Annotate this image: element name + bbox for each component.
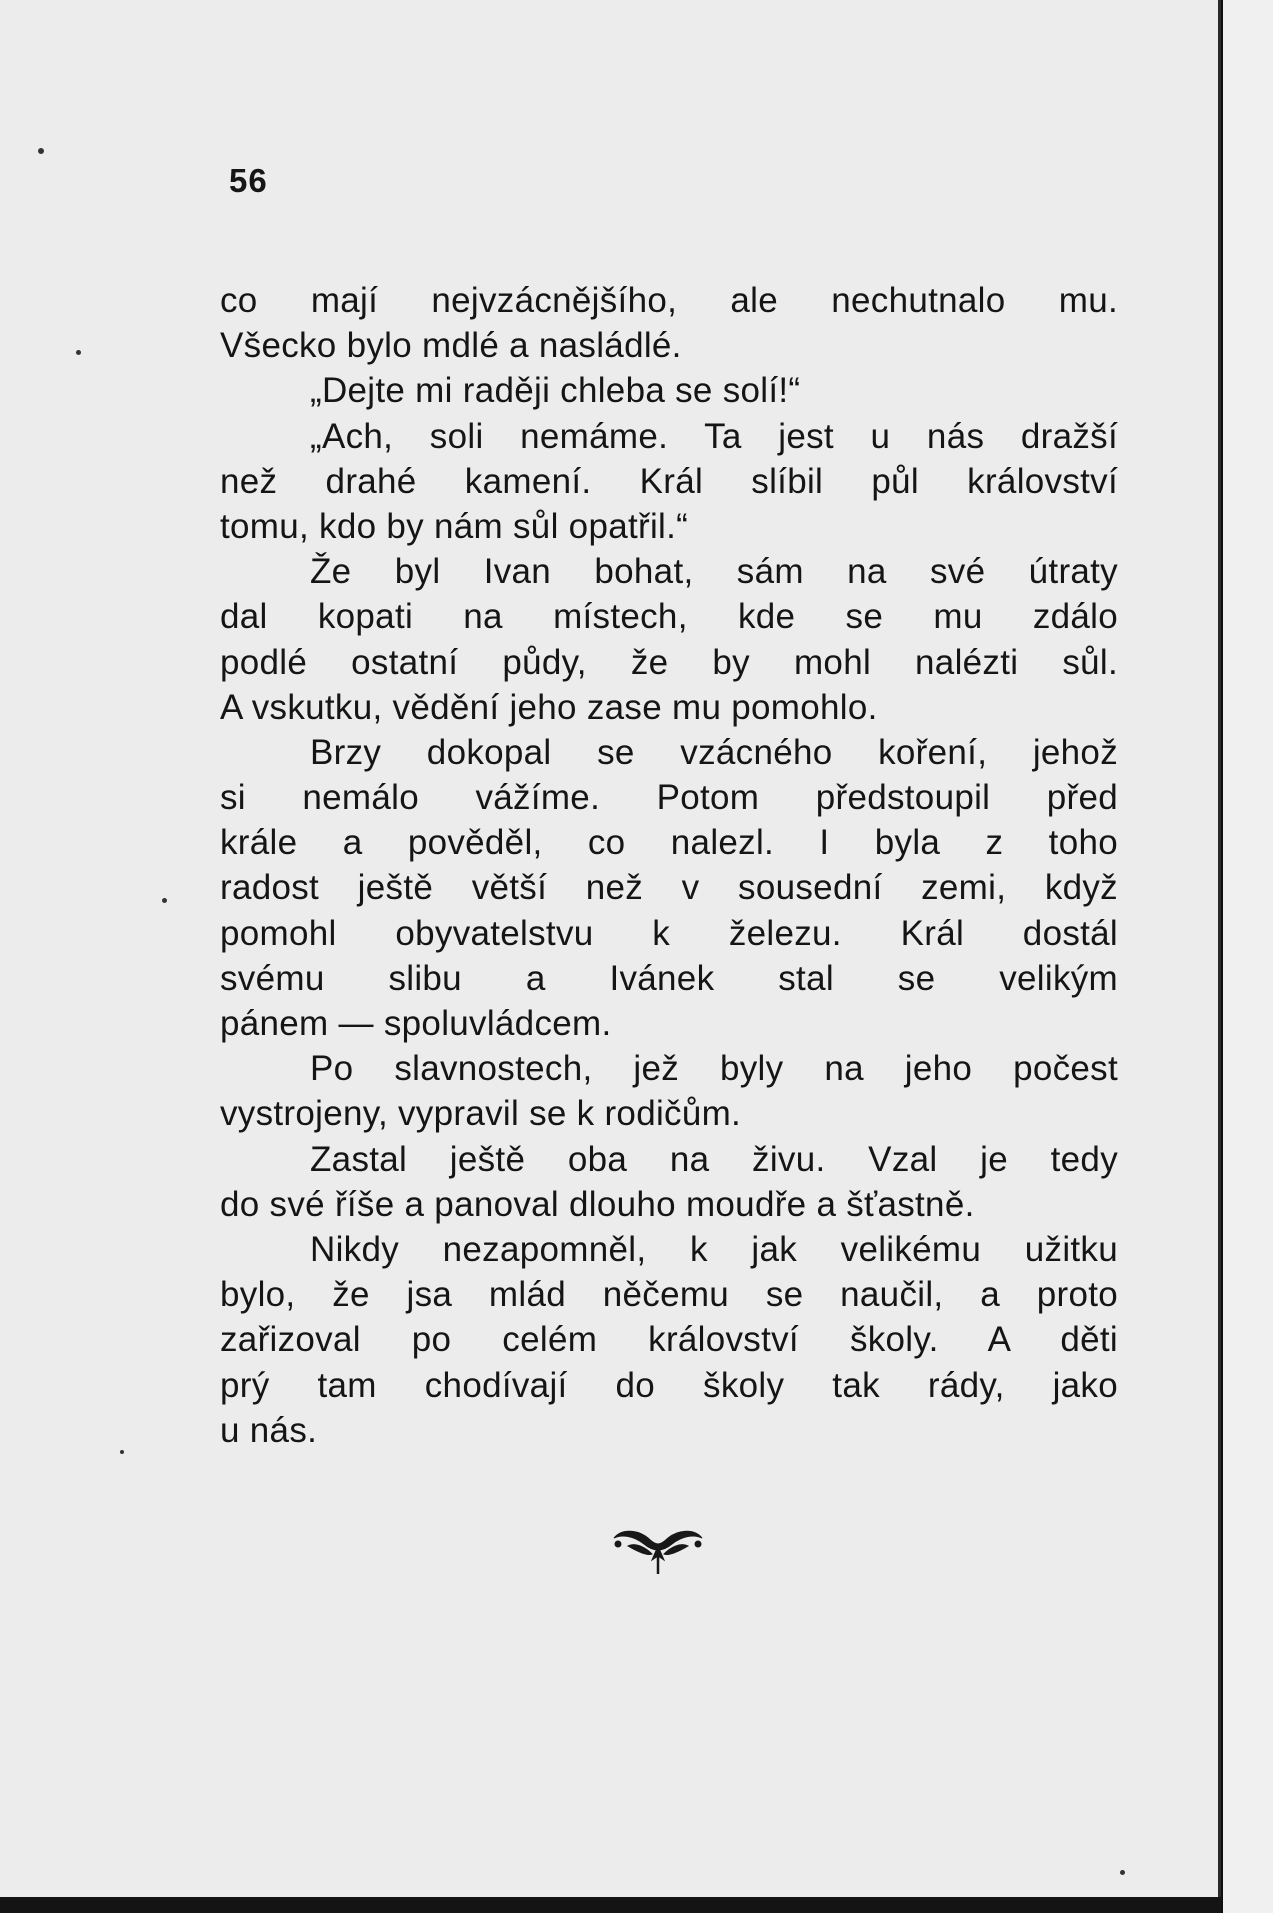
text-line: Že byl Ivan bohat, sám na své útraty xyxy=(310,552,1118,592)
text-line: vystrojeny, vypravil se k rodičům. xyxy=(220,1094,742,1134)
text-line: pomohl obyvatelstvu k železu. Král dostál xyxy=(220,913,1118,953)
text-line: co mají nejvzácnějšího, ale nechutnalo mu. xyxy=(220,281,1118,320)
text-body xyxy=(220,278,1118,1453)
scan-border xyxy=(0,1897,1221,1913)
text-line: bylo, že jsa mlád něčemu se naučil, a proto xyxy=(220,1275,1118,1315)
text-line: než drahé kamení. Král slíbil půl království xyxy=(220,461,1118,501)
text-line: Nikdy nezapomněl, k jak velikému užitku xyxy=(310,1229,1118,1269)
adjacent-page-edge xyxy=(1221,0,1273,1913)
text-line: Zastal ještě oba na živu. Vzal je tedy xyxy=(310,1139,1118,1179)
fleuron-ornament-icon xyxy=(608,1526,708,1578)
speck xyxy=(76,350,81,355)
page-number: 56 xyxy=(229,162,268,199)
speck xyxy=(120,1450,124,1454)
text-line: dal kopati na místech, kde se mu zdálo xyxy=(220,597,1118,637)
speck xyxy=(1120,1870,1125,1875)
speck xyxy=(162,898,167,903)
text-line: „Dejte mi raději chleba se solí!“ xyxy=(310,371,801,411)
text-line: Všecko bylo mdlé a nasládlé. xyxy=(220,326,682,366)
text-line: krále a pověděl, co nalezl. I byla z toho xyxy=(220,823,1118,863)
text-line: zařizoval po celém království školy. A děti xyxy=(220,1320,1118,1360)
text-line: si nemálo vážíme. Potom předstoupil před xyxy=(220,778,1118,818)
text-line: A vskutku, vědění jeho zase mu pomohlo. xyxy=(220,687,878,727)
text-line: Po slavnostech, jež byly na jeho počest xyxy=(310,1049,1118,1089)
text-line: Brzy dokopal se vzácného koření, jehož xyxy=(310,732,1118,772)
text-line: prý tam chodívají do školy tak rády, jako xyxy=(220,1365,1118,1405)
text-line: u nás. xyxy=(220,1410,318,1450)
text-line: „Ach, soli nemáme. Ta jest u nás dražší xyxy=(310,416,1118,456)
speck xyxy=(38,148,44,154)
text-line: tomu, kdo by nám sůl opatřil.“ xyxy=(220,506,689,546)
text-line: podlé ostatní půdy, že by mohl nalézti sůl. xyxy=(220,642,1118,682)
text-line: pánem — spoluvládcem. xyxy=(220,1004,612,1043)
text-line: radost ještě větší než v sousední zemi, když xyxy=(220,868,1118,908)
text-line: do své říše a panoval dlouho moudře a šťastně. xyxy=(220,1184,975,1224)
text-line: svému slibu a Ivánek stal se velikým xyxy=(220,958,1118,998)
